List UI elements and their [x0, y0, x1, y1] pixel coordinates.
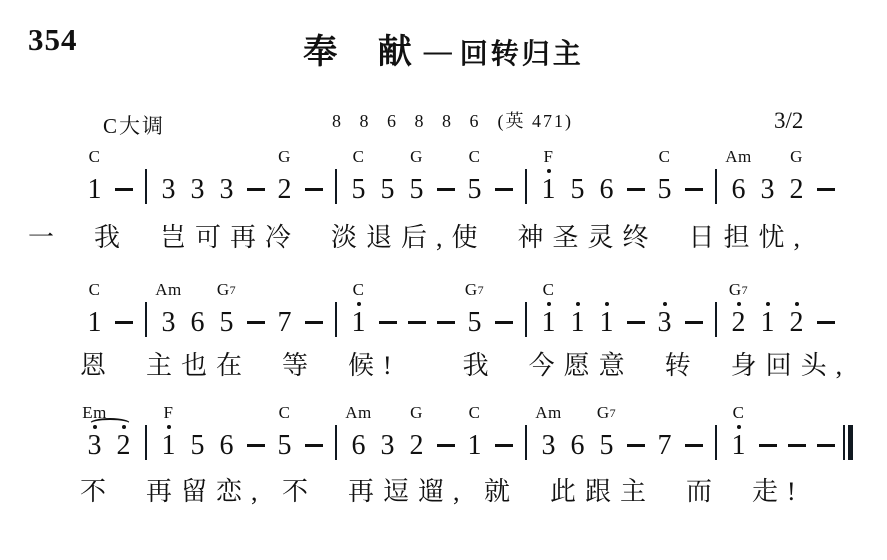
note-digit: 5	[219, 307, 234, 338]
note-cell	[402, 148, 431, 204]
duration-dash-slot	[437, 431, 455, 460]
note-digit: 5	[277, 430, 292, 461]
duration-dash	[247, 188, 265, 191]
note-cell	[563, 148, 592, 204]
chord-label: C	[542, 280, 555, 299]
note-digit: 5	[351, 174, 366, 205]
chord-label: G7	[216, 280, 237, 299]
duration-dash	[437, 321, 455, 324]
dash-cell	[753, 404, 782, 460]
chord-label: G	[410, 403, 423, 422]
barline-rule	[145, 302, 147, 337]
duration-dash-slot	[305, 308, 323, 337]
barline-rule	[335, 169, 337, 204]
chord-seventh: 7	[609, 406, 617, 420]
barline-rule	[145, 425, 147, 460]
barline-rule	[525, 169, 527, 204]
duration-dash-slot	[685, 175, 703, 204]
music-line	[80, 148, 840, 204]
duration-dash-slot	[685, 431, 703, 460]
chord-label: C	[732, 403, 745, 422]
chord-label: G7	[728, 280, 749, 299]
lyric-line: 一 我 岂可再冷 淡退后,使 神圣灵终 日担忧,	[28, 223, 810, 252]
barline-rule	[715, 302, 717, 337]
duration-dash	[817, 321, 835, 324]
octave-dot	[547, 302, 551, 306]
note-digit: 1	[599, 307, 614, 338]
final-barline-thick	[848, 425, 853, 460]
dash-cell	[621, 281, 650, 337]
duration-dash-slot	[627, 431, 645, 460]
dash-cell	[811, 281, 840, 337]
note-digit: 3	[161, 174, 176, 205]
note-digit: 5	[599, 430, 614, 461]
note-digit: 2	[789, 307, 804, 338]
dash-cell	[431, 281, 460, 337]
chord-label: G7	[596, 403, 617, 422]
note-cell	[563, 404, 592, 460]
note-digit: 2	[731, 307, 746, 338]
chord-label: Am	[725, 147, 752, 166]
lyric-line: 恩 主也在 等 候! 我 今愿意 转 身回头,	[80, 351, 852, 380]
note-cell	[212, 281, 241, 337]
note-digit: 2	[789, 174, 804, 205]
barline	[328, 148, 344, 204]
barline-rule	[335, 302, 337, 337]
note-digit: 5	[190, 430, 205, 461]
chord-label: C	[352, 147, 365, 166]
duration-dash	[247, 444, 265, 447]
octave-dot	[576, 302, 580, 306]
note-cell	[782, 281, 811, 337]
note-digit: 6	[731, 174, 746, 205]
chord-label: C	[352, 280, 365, 299]
chord-label: C	[658, 147, 671, 166]
duration-dash	[817, 444, 835, 447]
dash-cell	[431, 404, 460, 460]
duration-dash-slot	[247, 431, 265, 460]
chord-label: C	[88, 280, 101, 299]
barline	[708, 148, 724, 204]
duration-dash	[495, 444, 513, 447]
note-digit: 7	[657, 430, 672, 461]
duration-dash-slot	[788, 431, 806, 460]
note-cell	[753, 281, 782, 337]
note-digit: 1	[351, 307, 366, 338]
music-line	[80, 281, 840, 337]
note-digit: 3	[760, 174, 775, 205]
barline	[138, 281, 154, 337]
dash-cell	[299, 281, 328, 337]
note-cell	[724, 281, 753, 337]
chord-seventh: 7	[477, 283, 485, 297]
duration-dash-slot	[115, 175, 133, 204]
note-cell	[592, 404, 621, 460]
dash-cell	[782, 404, 811, 460]
note-cell	[534, 404, 563, 460]
barline	[518, 281, 534, 337]
duration-dash	[408, 321, 426, 324]
slur-arc	[89, 418, 131, 430]
dash-cell	[489, 148, 518, 204]
barline-rule	[715, 425, 717, 460]
dash-cell	[241, 148, 270, 204]
octave-dot	[547, 169, 551, 173]
chord-label: C	[468, 403, 481, 422]
octave-dot	[167, 425, 171, 429]
chord-label: G	[410, 147, 423, 166]
note-digit: 1	[161, 430, 176, 461]
chord-label: Am	[535, 403, 562, 422]
barline	[138, 148, 154, 204]
duration-dash	[685, 188, 703, 191]
note-cell	[344, 281, 373, 337]
barline	[518, 404, 534, 460]
duration-dash-slot	[817, 175, 835, 204]
duration-dash-slot	[627, 175, 645, 204]
duration-dash	[437, 188, 455, 191]
duration-dash-slot	[627, 308, 645, 337]
chord-label: C	[468, 147, 481, 166]
dash-cell	[109, 148, 138, 204]
note-cell	[183, 404, 212, 460]
key-signature: C大调	[103, 114, 166, 138]
title-dash: —	[423, 36, 452, 67]
duration-dash	[247, 321, 265, 324]
octave-dot	[795, 302, 799, 306]
barline-rule	[145, 169, 147, 204]
dash-cell	[402, 281, 431, 337]
barline-rule	[335, 425, 337, 460]
octave-dot	[357, 302, 361, 306]
duration-dash	[627, 444, 645, 447]
note-digit: 6	[570, 430, 585, 461]
chord-label: Am	[155, 280, 182, 299]
duration-dash	[115, 188, 133, 191]
final-barline	[840, 404, 856, 460]
note-cell	[592, 148, 621, 204]
dash-cell	[679, 281, 708, 337]
note-cell	[270, 404, 299, 460]
duration-dash	[379, 321, 397, 324]
duration-dash-slot	[437, 175, 455, 204]
barline-rule	[525, 425, 527, 460]
note-cell	[270, 281, 299, 337]
note-digit: 5	[467, 174, 482, 205]
note-cell	[183, 148, 212, 204]
duration-dash-slot	[305, 175, 323, 204]
duration-dash-slot	[305, 431, 323, 460]
duration-dash	[627, 321, 645, 324]
time-signature: 3/2	[774, 108, 804, 133]
dash-cell	[299, 404, 328, 460]
duration-dash	[305, 188, 323, 191]
note-digit: 2	[409, 430, 424, 461]
dash-cell	[109, 281, 138, 337]
note-digit: 6	[190, 307, 205, 338]
duration-dash-slot	[379, 308, 397, 337]
lyric-line: 不 再留恋, 不 再逗遛, 就 此跟主 而 走!	[80, 477, 805, 506]
note-digit: 1	[467, 430, 482, 461]
duration-dash-slot	[247, 175, 265, 204]
chord-label: Am	[345, 403, 372, 422]
note-digit: 1	[541, 307, 556, 338]
note-cell	[183, 281, 212, 337]
barline	[708, 281, 724, 337]
chord-label: C	[278, 403, 291, 422]
duration-dash	[305, 444, 323, 447]
note-cell	[80, 148, 109, 204]
note-cell	[154, 148, 183, 204]
duration-dash	[817, 188, 835, 191]
chord-label: G	[278, 147, 291, 166]
note-digit: 5	[570, 174, 585, 205]
note-digit: 1	[731, 430, 746, 461]
note-cell	[650, 404, 679, 460]
final-barline-thin	[843, 425, 845, 460]
note-cell	[460, 148, 489, 204]
note-cell	[80, 281, 109, 337]
note-cell	[460, 281, 489, 337]
tune-reference: (英 471)	[497, 111, 573, 131]
duration-dash-slot	[685, 308, 703, 337]
note-cell	[154, 281, 183, 337]
duration-dash	[685, 444, 703, 447]
duration-dash	[437, 444, 455, 447]
note-digit: 7	[277, 307, 292, 338]
note-digit: 3	[541, 430, 556, 461]
barline	[708, 404, 724, 460]
duration-dash	[115, 321, 133, 324]
note-digit: 5	[657, 174, 672, 205]
note-cell	[270, 148, 299, 204]
note-digit: 2	[277, 174, 292, 205]
note-cell	[724, 148, 753, 204]
barline	[328, 404, 344, 460]
note-cell	[534, 148, 563, 204]
octave-dot	[766, 302, 770, 306]
dash-cell	[241, 404, 270, 460]
note-digit: 1	[87, 174, 102, 205]
duration-dash	[788, 444, 806, 447]
barline	[518, 148, 534, 204]
note-digit: 1	[760, 307, 775, 338]
note-digit: 3	[219, 174, 234, 205]
dash-cell	[299, 148, 328, 204]
hymn-subtitle: 回转归主	[459, 39, 584, 70]
note-digit: 3	[380, 430, 395, 461]
meter-numbers: 8 8 6 8 8 6	[332, 111, 486, 131]
note-cell	[402, 404, 431, 460]
note-digit: 5	[409, 174, 424, 205]
note-digit: 6	[599, 174, 614, 205]
duration-dash-slot	[247, 308, 265, 337]
duration-dash-slot	[759, 431, 777, 460]
dash-cell	[489, 404, 518, 460]
dash-cell	[431, 148, 460, 204]
chord-label: F	[543, 147, 554, 166]
note-digit: 5	[467, 307, 482, 338]
note-cell	[212, 404, 241, 460]
chord-label: G	[790, 147, 803, 166]
chord-seventh: 7	[741, 283, 749, 297]
octave-dot	[663, 302, 667, 306]
note-cell	[650, 148, 679, 204]
note-cell	[724, 404, 753, 460]
chord-seventh: 7	[229, 283, 237, 297]
duration-dash	[759, 444, 777, 447]
barline	[328, 281, 344, 337]
note-cell	[650, 281, 679, 337]
dash-cell	[679, 404, 708, 460]
hymn-title: 奉 献	[303, 34, 416, 71]
octave-dot	[737, 302, 741, 306]
note-cell	[563, 281, 592, 337]
duration-dash	[685, 321, 703, 324]
note-digit: 1	[570, 307, 585, 338]
music-line	[80, 404, 856, 460]
dash-cell	[811, 404, 840, 460]
note-digit: 3	[657, 307, 672, 338]
note-cell	[154, 404, 183, 460]
note-cell	[753, 148, 782, 204]
barline-rule	[715, 169, 717, 204]
note-cell	[344, 404, 373, 460]
duration-dash	[495, 321, 513, 324]
title-row	[0, 24, 887, 73]
chord-label: Em	[82, 403, 107, 422]
dash-cell	[489, 281, 518, 337]
note-cell	[80, 404, 109, 460]
duration-dash	[495, 188, 513, 191]
note-cell	[373, 404, 402, 460]
hymn-number: 354	[28, 22, 78, 57]
duration-dash-slot	[495, 175, 513, 204]
duration-dash	[627, 188, 645, 191]
duration-dash-slot	[495, 431, 513, 460]
duration-dash-slot	[817, 431, 835, 460]
barline	[138, 404, 154, 460]
note-cell	[212, 148, 241, 204]
chord-label: G7	[464, 280, 485, 299]
note-digit: 2	[116, 430, 131, 461]
note-cell	[460, 404, 489, 460]
dash-cell	[811, 148, 840, 204]
note-cell	[109, 404, 138, 460]
duration-dash-slot	[817, 308, 835, 337]
duration-dash-slot	[437, 308, 455, 337]
chord-label: C	[88, 147, 101, 166]
duration-dash-slot	[495, 308, 513, 337]
dash-cell	[621, 148, 650, 204]
dash-cell	[621, 404, 650, 460]
note-digit: 5	[380, 174, 395, 205]
duration-dash	[305, 321, 323, 324]
note-cell	[373, 148, 402, 204]
duration-dash-slot	[115, 308, 133, 337]
chord-label: F	[163, 403, 174, 422]
note-cell	[534, 281, 563, 337]
note-digit: 3	[190, 174, 205, 205]
dash-cell	[373, 281, 402, 337]
note-digit: 1	[541, 174, 556, 205]
barline-rule	[525, 302, 527, 337]
duration-dash-slot	[408, 308, 426, 337]
note-cell	[782, 148, 811, 204]
note-cell	[344, 148, 373, 204]
note-digit: 6	[219, 430, 234, 461]
note-cell	[592, 281, 621, 337]
note-digit: 1	[87, 307, 102, 338]
dash-cell	[679, 148, 708, 204]
note-digit: 3	[87, 430, 102, 461]
octave-dot	[605, 302, 609, 306]
note-digit: 6	[351, 430, 366, 461]
octave-dot	[737, 425, 741, 429]
dash-cell	[241, 281, 270, 337]
note-digit: 3	[161, 307, 176, 338]
